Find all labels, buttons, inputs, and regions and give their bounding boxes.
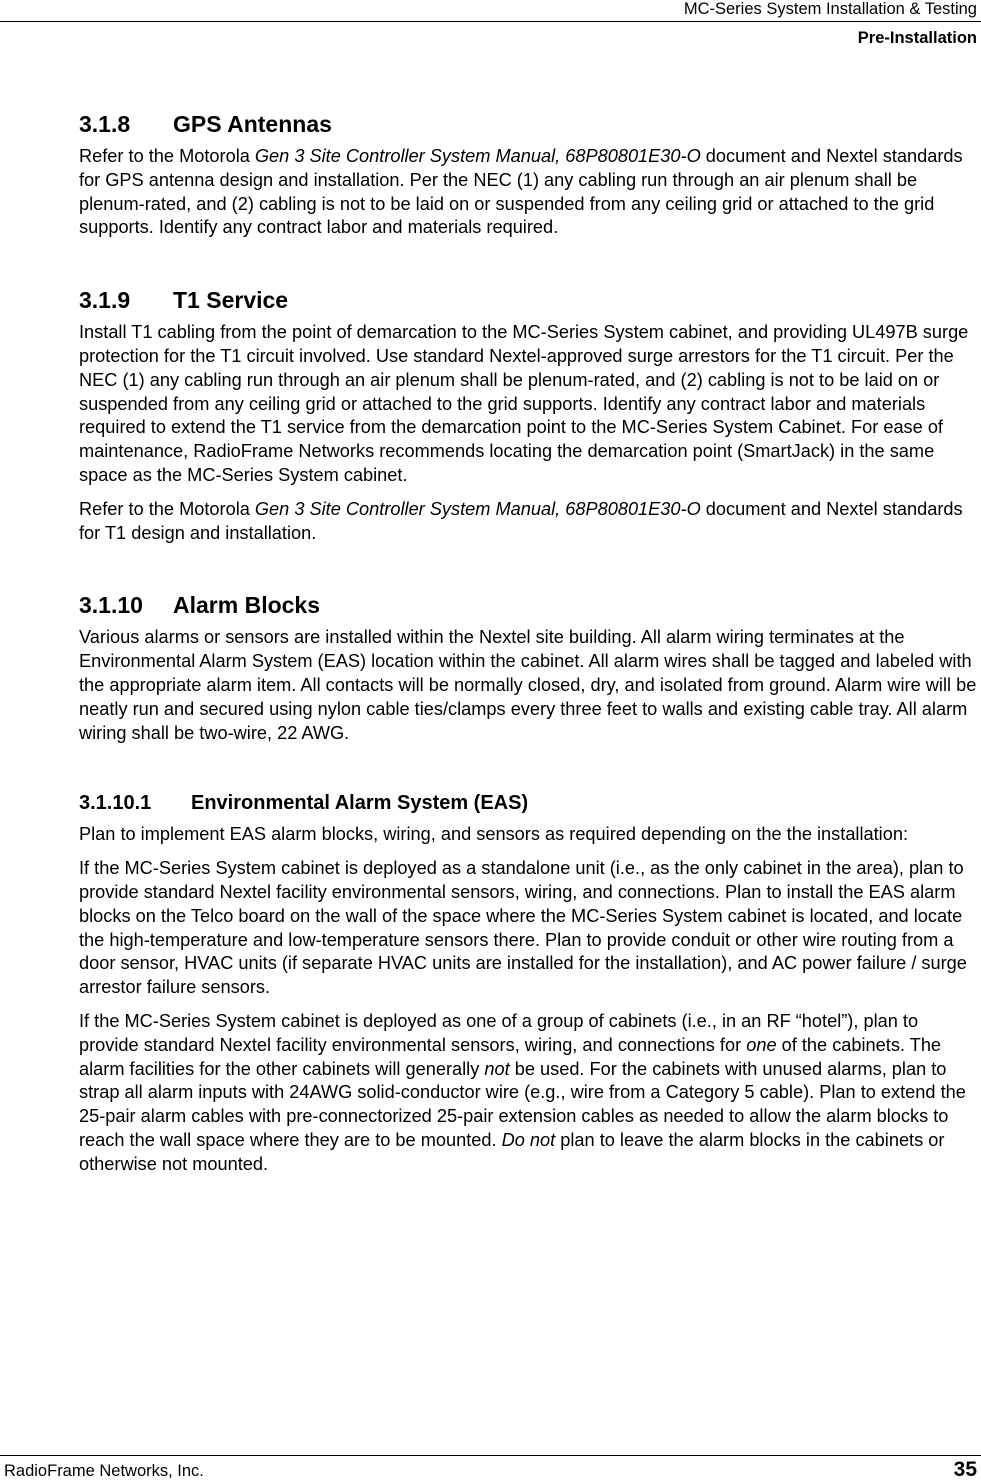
section-heading-alarm [79, 591, 979, 619]
emphasis-italic: not [484, 1058, 510, 1079]
header-title: MC-Series System Installation & Testing [683, 0, 977, 18]
text-run: If the MC-Series System cabinet is deployed as one of a group of cabinets (i.e., in an RF “hotel”), plan to provide standard Nextel facility environmental sensors, wiring, and connections for [79, 1010, 919, 1055]
paragraph-eas-intro: Plan to implement EAS alarm blocks, wiring, and sensors as required depending on the the installation: [79, 824, 909, 845]
section-title: T1 Service [173, 287, 289, 314]
section-title: Alarm Blocks [173, 592, 321, 619]
section-number: 3.1.8 [79, 111, 131, 137]
text-run: of the cabinets. The alarm facilities for the other cabinets will generally [79, 1034, 942, 1079]
section-heading-gps [79, 110, 979, 138]
manual-title-italic: Gen 3 Site Controller System Manual, 68P80801E30-O [254, 498, 701, 519]
header-rule [0, 21, 981, 22]
paragraph-t1-install: Install T1 cabling from the point of demarcation to the MC-Series System cabinet, and providing UL497B surge protection for the T1 circuit involved. Use standard Nextel-approved surge arrestors for the T1 circuit. Per the NEC (1) any cabling run through an air plenum shall be plenum-rated, and (2) cabling is not to be laid on or suspended from any ceiling grid or attached to the grid supports. Identify any contract labor and materials required to extend the T1 service from the demarcation point to the MC-Series System Cabinet. For ease of maintenance, RadioFrame Networks recommends locating the demarcation point (SmartJack) in the same space as the MC-Series System cabinet. [79, 322, 969, 485]
paragraph-alarm: Various alarms or sensors are installed within the Nextel site building. All alarm wiring terminates at the Environmental Alarm System (EAS) location within the cabinet. All alarm wires shall be tagged and labeled with the appropriate alarm item. All contacts will be normally closed, dry, and isolated from ground. Alarm wire will be neatly run and secured using nylon cable ties/clamps every three feet to walls and existing cable tray. All alarm wiring shall be two-wire, 22 AWG. [79, 627, 977, 743]
paragraph-gps [79, 145, 979, 240]
emphasis-italic: Do not [501, 1129, 556, 1150]
paragraph-eas-standalone: If the MC-Series System cabinet is deployed as a standalone unit (i.e., as the only cabinet in the area), plan to provide standard Nextel facility environmental sensors, wiring, and connections. Plan to install the EAS alarm blocks on the Telco board on the wall of the space where the MC-Series System cabinet is located, and locate the high-temperature and low-temperature sensors there. Plan to provide conduit or other wire routing from a door sensor, HVAC units (if separate HVAC units are installed for the installation), and AC power failure / surge arrestor failure sensors. [79, 858, 967, 998]
document-body [79, 110, 979, 1187]
section-title: Environmental Alarm System (EAS) [191, 792, 529, 815]
emphasis-italic: one [746, 1034, 777, 1055]
paragraph-eas-group [79, 1010, 979, 1177]
header-subtitle: Pre-Installation [857, 29, 977, 47]
text-run: document and Nextel standards for T1 design and installation. [79, 498, 963, 543]
section-heading-t1 [79, 286, 979, 314]
text-run: document and Nextel standards for GPS antenna design and installation. Per the NEC (1) any cabling run through an air plenum shall be plenum-rated, and (2) cabling is not to be laid on or suspended from any ceiling grid or attached to the grid supports. Identify any contract labor and materials required. [79, 146, 963, 238]
section-number: 3.1.10.1 [79, 792, 152, 815]
text-run: plan to leave the alarm blocks in the cabinets or otherwise not mounted. [79, 1129, 945, 1174]
subsection-heading-eas [79, 791, 979, 815]
footer-rule [0, 1455, 981, 1456]
page-number: 35 [953, 1458, 977, 1481]
section-number: 3.1.9 [79, 287, 131, 314]
section-title: GPS Antennas [173, 111, 332, 137]
text-run: Refer to the Motorola [79, 146, 255, 166]
manual-title-italic: Gen 3 Site Controller System Manual, 68P80801E30-O [254, 146, 701, 166]
text-run: Refer to the Motorola [79, 498, 255, 519]
footer-company: RadioFrame Networks, Inc. [4, 1462, 204, 1480]
paragraph-t1-refer [79, 498, 979, 546]
text-run: be used. For the cabinets with unused alarms, plan to strap all alarm inputs with 24AWG solid-conductor wire (e.g., wire from a Category 5 cable). Plan to extend the 25-pair alarm cables with pre-connectorized 25-pair extension cables as needed to allow the alarm blocks to reach the wall space where they are to be mounted. [79, 1058, 966, 1150]
section-number: 3.1.10 [79, 592, 143, 619]
